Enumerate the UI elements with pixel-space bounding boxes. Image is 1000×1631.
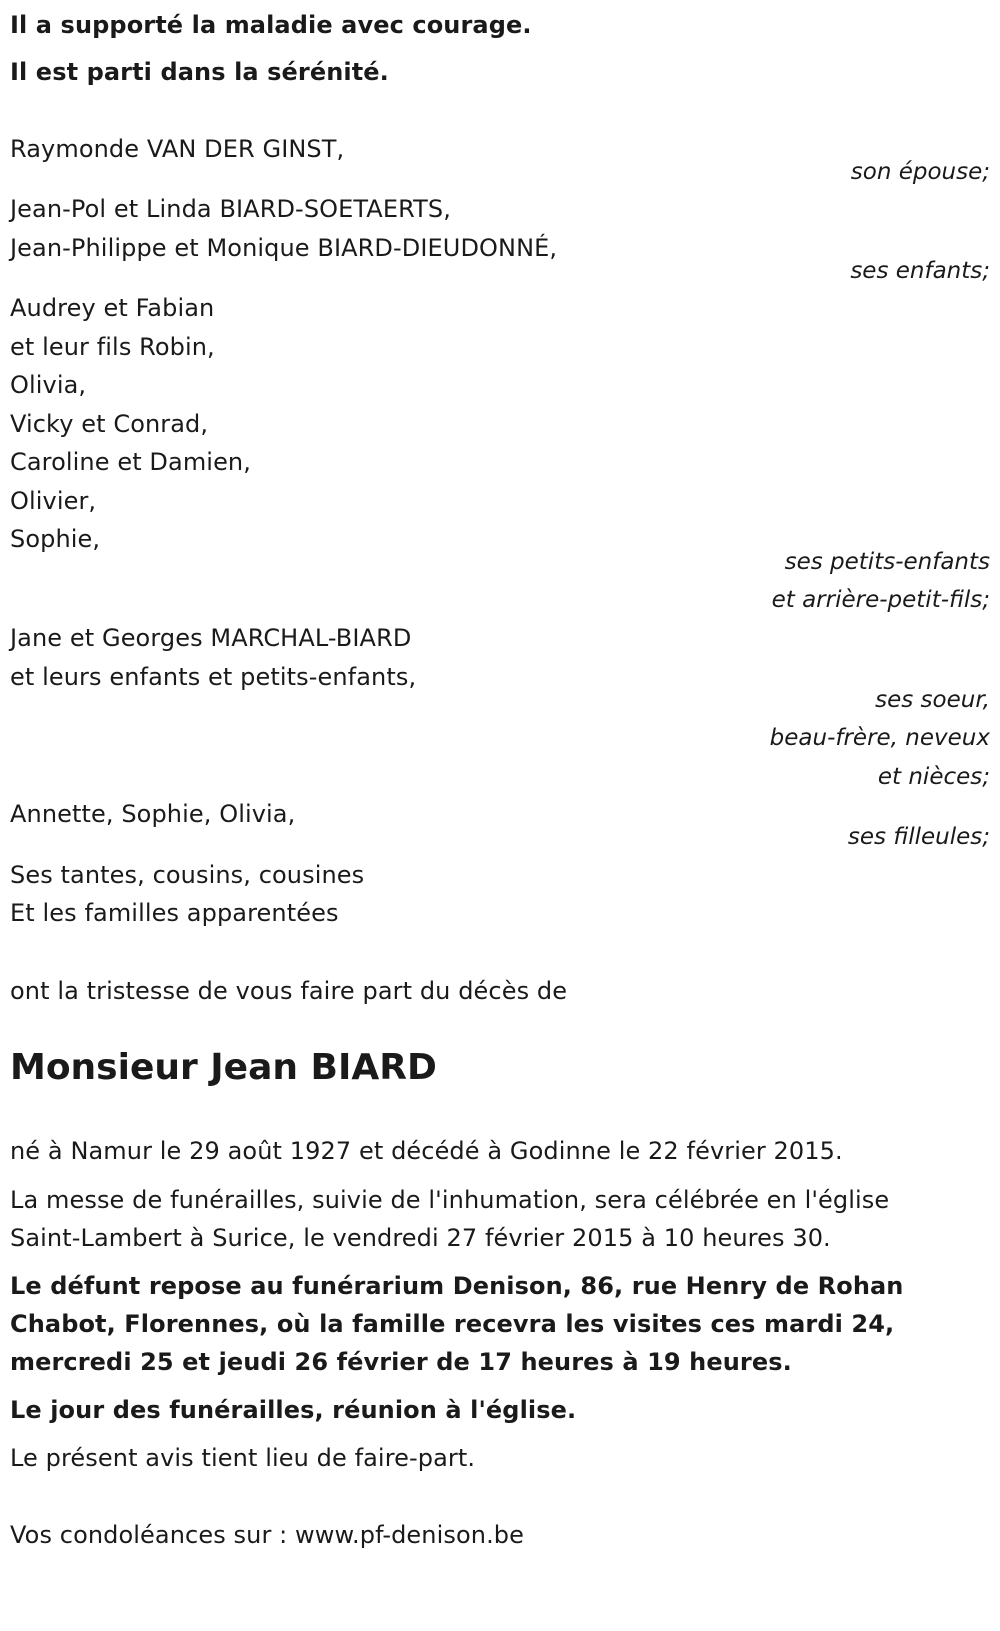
grandchildren-relation-2: et arrière-petit-fils; bbox=[771, 587, 990, 613]
grandchild-line-1: Audrey et Fabian bbox=[10, 294, 215, 322]
sister-relation-3: et nièces; bbox=[877, 764, 990, 790]
condolences-text: Vos condoléances sur : www.pf-denison.be bbox=[10, 1521, 524, 1549]
spouse-relation: son épouse; bbox=[850, 159, 990, 185]
child-name-2: Jean-Philippe et Monique BIARD-DIEUDONNÉ, bbox=[10, 234, 558, 262]
spouse-name: Raymonde VAN DER GINST, bbox=[10, 135, 345, 163]
meeting-info: Le jour des funérailles, réunion à l'église. bbox=[10, 1396, 577, 1424]
children-relation: ses enfants; bbox=[850, 258, 990, 284]
child-name-1: Jean-Pol et Linda BIARD-SOETAERTS, bbox=[10, 195, 451, 223]
grandchild-line-7: Sophie, bbox=[10, 525, 101, 553]
grandchild-line-6: Olivier, bbox=[10, 487, 97, 515]
repose-line-3: mercredi 25 et jeudi 26 février de 17 heures à 19 heures. bbox=[10, 1348, 792, 1376]
grandchild-line-2: et leur fils Robin, bbox=[10, 333, 215, 361]
birth-death: né à Namur le 29 août 1927 et décédé à Godinne le 22 février 2015. bbox=[10, 1137, 843, 1165]
grandchild-line-3: Olivia, bbox=[10, 371, 87, 399]
grandchild-line-5: Caroline et Damien, bbox=[10, 448, 251, 476]
others-line-2: Et les familles apparentées bbox=[10, 899, 339, 927]
grandchild-line-4: Vicky et Conrad, bbox=[10, 410, 209, 438]
sister-relation-2: beau-frère, neveux bbox=[769, 725, 990, 751]
notice-text: Le présent avis tient lieu de faire-part. bbox=[10, 1444, 476, 1472]
deceased-name: Monsieur Jean BIARD bbox=[10, 1047, 437, 1088]
repose-line-2: Chabot, Florennes, où la famille recevra les visites ces mardi 24, bbox=[10, 1310, 895, 1338]
announcement: ont la tristesse de vous faire part du décès de bbox=[10, 977, 568, 1005]
intro-line-1: Il a supporté la maladie avec courage. bbox=[10, 11, 532, 39]
sister-name-1: Jane et Georges MARCHAL-BIARD bbox=[10, 624, 412, 652]
mass-line-1: La messe de funérailles, suivie de l'inhumation, sera célébrée en l'église bbox=[10, 1186, 890, 1214]
sister-relation-1: ses soeur, bbox=[875, 687, 990, 713]
repose-line-1: Le défunt repose au funérarium Denison, 86, rue Henry de Rohan bbox=[10, 1272, 904, 1300]
mass-line-2: Saint-Lambert à Surice, le vendredi 27 février 2015 à 10 heures 30. bbox=[10, 1224, 831, 1252]
grandchildren-relation-1: ses petits-enfants bbox=[784, 549, 990, 575]
others-line-1: Ses tantes, cousins, cousines bbox=[10, 861, 365, 889]
goddaughters-relation: ses filleules; bbox=[847, 824, 990, 850]
intro-line-2: Il est parti dans la sérénité. bbox=[10, 58, 389, 86]
sister-name-2: et leurs enfants et petits-enfants, bbox=[10, 663, 417, 691]
goddaughters-names: Annette, Sophie, Olivia, bbox=[10, 800, 296, 828]
